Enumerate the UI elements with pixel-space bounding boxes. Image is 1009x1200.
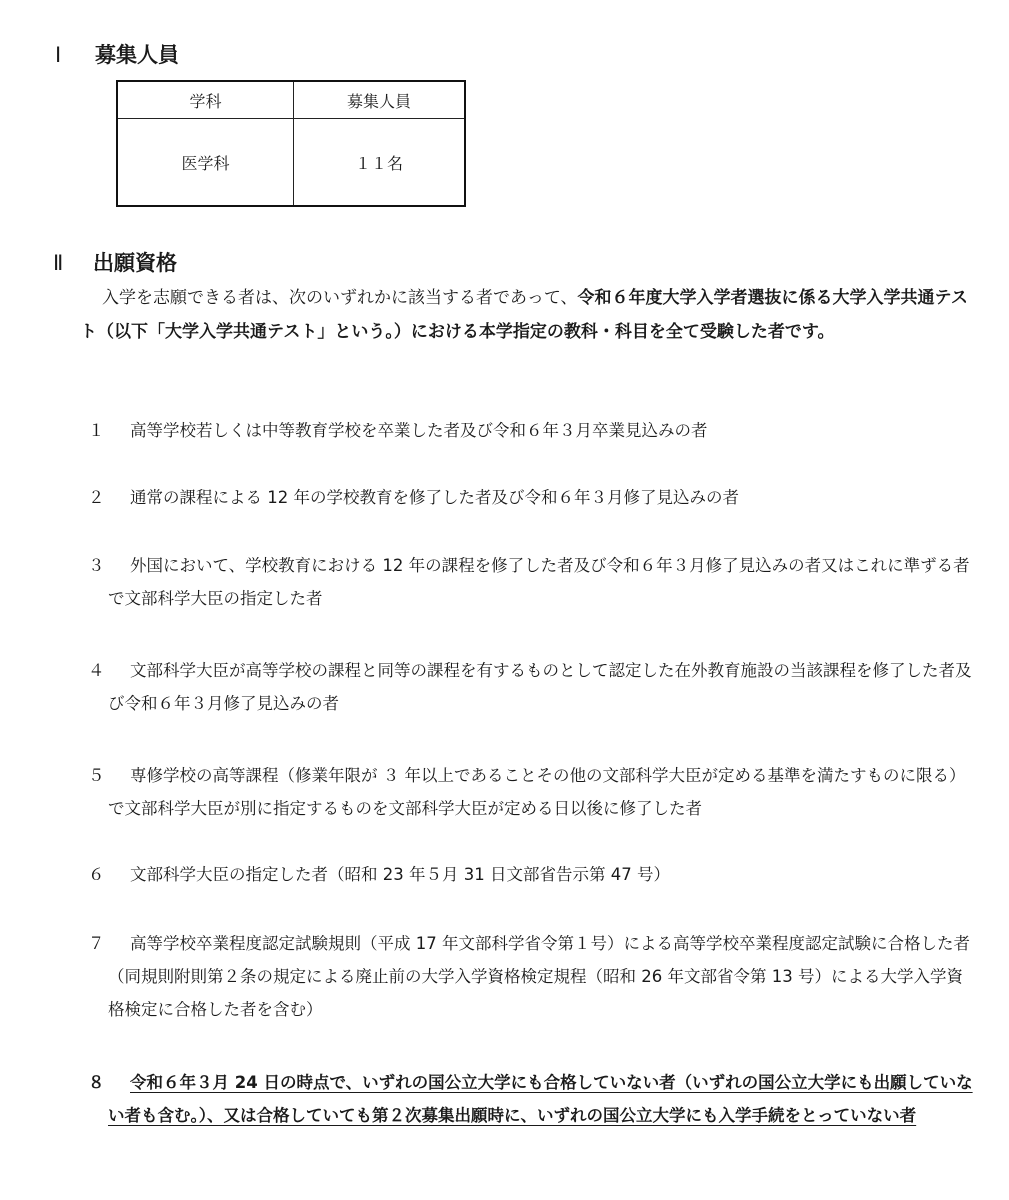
item-number: ５ [88, 766, 105, 785]
table-cell-count: １１名 [294, 119, 466, 207]
item-number: ２ [88, 488, 105, 507]
list-item [88, 927, 978, 1026]
item-text: 通常の課程による 12 年の学校教育を修了した者及び令和６年３月修了見込みの者 [130, 488, 739, 507]
list-item [88, 414, 978, 447]
table-cell-dept: 医学科 [117, 119, 294, 207]
list-item [88, 654, 978, 720]
intro-paragraph [80, 281, 980, 349]
list-item [88, 858, 978, 891]
table-header-cell: 学科 [117, 81, 294, 119]
table-row [117, 119, 465, 207]
item-text: 文部科学大臣が高等学校の課程と同等の課程を有するものとして認定した在外教育施設の当該課程を修了した者及び令和６年３月修了見込みの者 [108, 661, 972, 713]
recruitment-table [116, 80, 466, 207]
table-header-cell: 募集人員 [294, 81, 466, 119]
section-title: 募集人員 [95, 43, 179, 67]
section-number: Ⅰ [55, 43, 62, 67]
section-number: Ⅱ [53, 251, 64, 275]
item-number: ３ [88, 556, 105, 575]
list-item [88, 759, 978, 825]
intro-text: 入学を志願できる者は、次のいずれかに該当する者であって、 [102, 288, 578, 308]
section-heading-recruitment [55, 39, 179, 69]
item-text: 専修学校の高等課程（修業年限が ３ 年以上であることその他の文部科学大臣が定める基準を満たすものに限る）で文部科学大臣が別に指定するものを文部科学大臣が定める日以後に修了した者 [108, 766, 966, 818]
list-item-highlighted [88, 1066, 978, 1132]
item-text: 外国において、学校教育における 12 年の課程を修了した者及び令和６年３月修了見込みの者又はこれに準ずる者で文部科学大臣の指定した者 [108, 556, 970, 608]
item-number: ７ [88, 934, 105, 953]
item-text: 令和６年３月 24 日の時点で、いずれの国公立大学にも合格していない者（いずれの国公立大学にも出願していない者も含む。）、又は合格していても第２次募集出願時に、いずれの国公立大学にも入学手続をとっていない者 [108, 1073, 973, 1125]
table-header-row [117, 81, 465, 119]
item-number: ６ [88, 865, 105, 884]
item-number: ８ [88, 1073, 105, 1092]
list-item [88, 481, 978, 514]
item-number: ４ [88, 661, 105, 680]
item-number: １ [88, 421, 105, 440]
item-text: 文部科学大臣の指定した者（昭和 23 年５月 31 日文部省告示第 47 号） [130, 865, 670, 884]
list-item [88, 549, 978, 615]
item-text: 高等学校卒業程度認定試験規則（平成 17 年文部科学省令第１号）による高等学校卒業程度認定試験に合格した者（同規則附則第２条の規定による廃止前の大学入学資格検定規程（昭和 26 年文部省令第 13 号）による大学入学資格検定に合格した者を含む） [108, 934, 970, 1019]
item-text: 高等学校若しくは中等教育学校を卒業した者及び令和６年３月卒業見込みの者 [130, 421, 708, 440]
section-title: 出願資格 [93, 251, 177, 275]
intro-text-bold: 令和６年度大学入学者選抜に係る大学入学共通テスト（以下「大学入学共通テスト」という。）における本学指定の教科・科目を全て受験した者です。 [80, 288, 968, 342]
section-heading-eligibility [53, 247, 177, 277]
